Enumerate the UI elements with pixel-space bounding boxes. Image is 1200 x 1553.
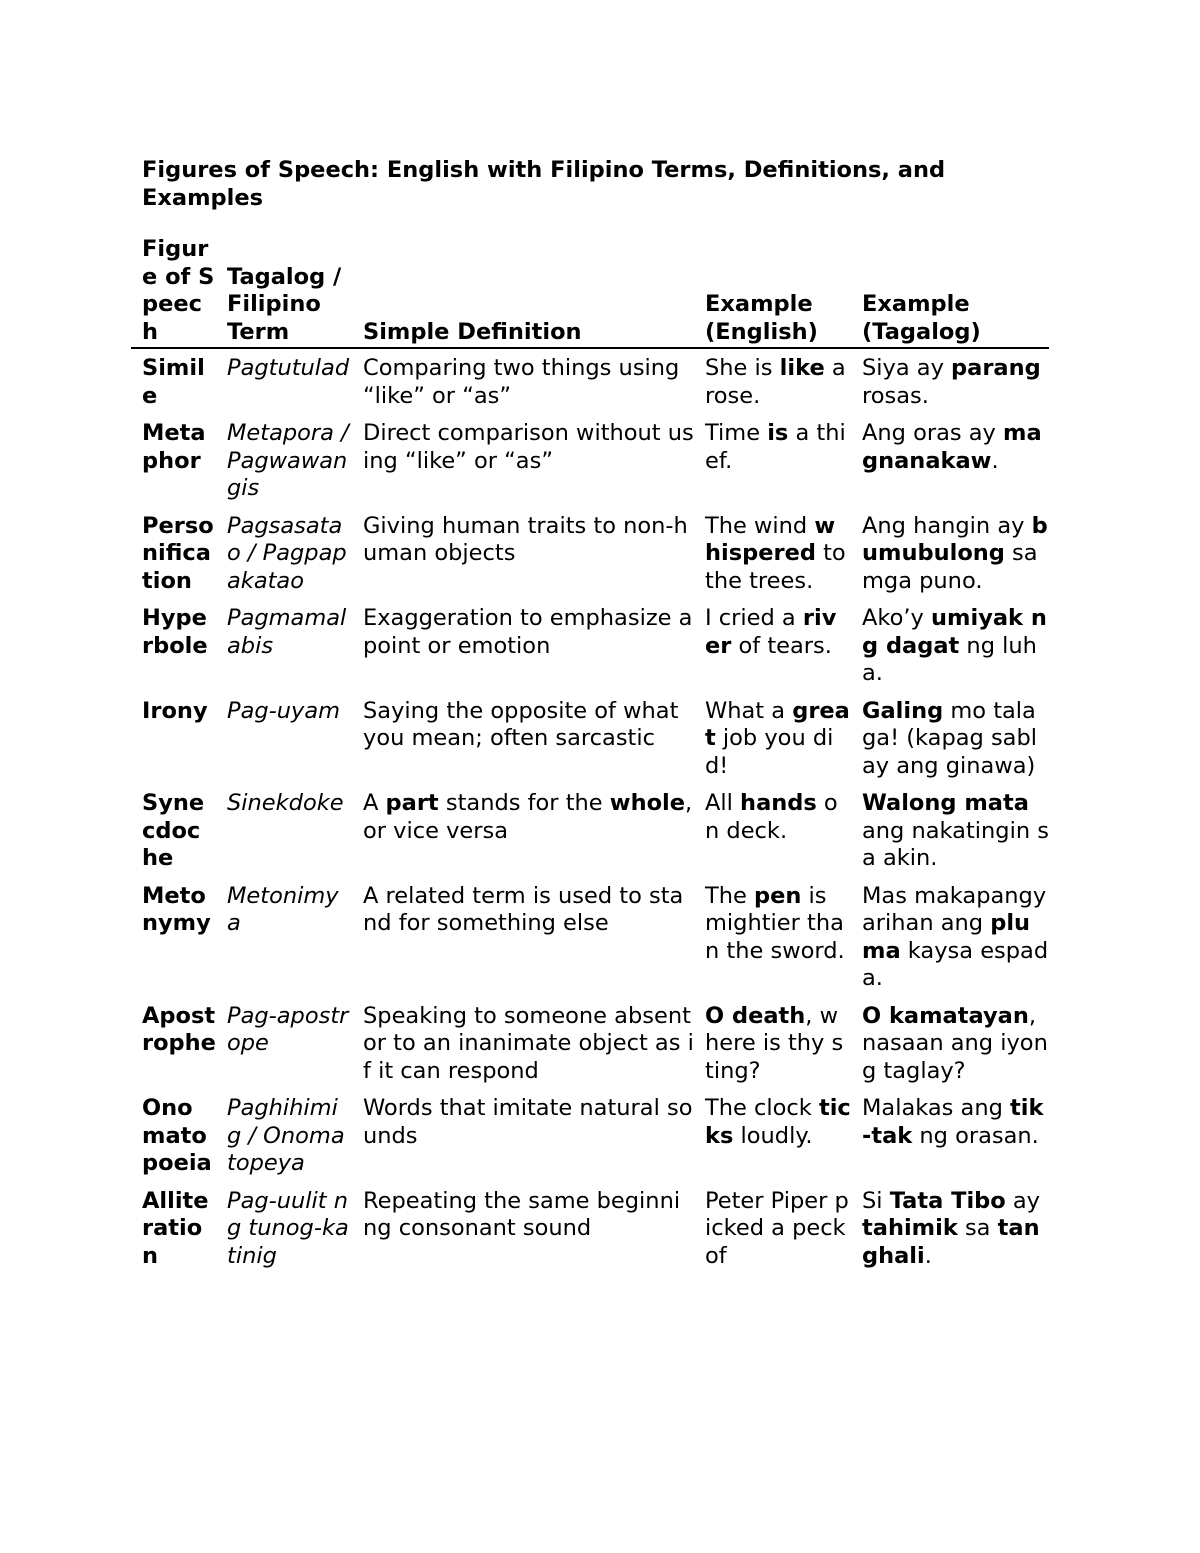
table-row	[131, 348, 1049, 416]
cell-tagalog-term: Pagsasatao / Pagpapakatao	[227, 512, 347, 594]
cell-tagalog-term: Metonimya	[227, 882, 339, 936]
bold-text: like	[779, 355, 825, 381]
cell-figure: Metonymy	[142, 882, 211, 936]
table-row	[131, 999, 1049, 1092]
header-example-english: Example (English)	[694, 236, 851, 348]
table-header-row	[131, 236, 1049, 348]
cell-example-english: I cried a river of tears.	[705, 605, 837, 659]
cell-example-tagalog: O kamatayan, nasaan ang iyong taglay?	[862, 1002, 1048, 1084]
cell-definition: Saying the opposite of what you mean; often sarcastic	[363, 697, 679, 751]
cell-figure: Irony	[142, 697, 208, 724]
bold-text: pluma	[862, 910, 1031, 964]
figures-of-speech-table	[131, 236, 1049, 1276]
cell-tagalog-term: Sinekdoke	[227, 790, 344, 816]
bold-text: O kamatayan	[862, 1002, 1029, 1029]
cell-figure: Apostrophe	[142, 1002, 216, 1056]
cell-example-tagalog: Ang oras ay magnanakaw.	[862, 420, 1042, 474]
cell-figure: Hyperbole	[142, 605, 208, 659]
cell-definition: A part stands for the whole, or vice versa	[363, 790, 693, 844]
cell-example-tagalog: Siya ay parang rosas.	[862, 355, 1041, 409]
bold-text: Galing	[862, 697, 944, 724]
document-title: Figures of Speech: English with Filipino Terms, Definitions, and Examples	[142, 157, 946, 211]
cell-example-tagalog: Malakas ang tik-tak ng orasan.	[862, 1095, 1044, 1149]
table-row	[131, 1184, 1049, 1277]
bold-text: umiyak ng dagat	[862, 605, 1047, 659]
cell-figure: Alliteration	[142, 1187, 209, 1269]
header-definition: Simple Definition	[352, 236, 694, 348]
cell-example-english: She is like a rose.	[705, 355, 846, 409]
table-row	[131, 509, 1049, 602]
header-tagalog: Tagalog / Filipino Term	[216, 236, 352, 348]
cell-definition: Exaggeration to emphasize a point or emotion	[363, 605, 693, 659]
cell-example-tagalog: Si Tata Tibo ay tahimik sa tanghali.	[862, 1187, 1040, 1269]
cell-figure: Synecdoche	[142, 790, 205, 871]
header-example-tagalog: Example (Tagalog)	[851, 236, 1049, 348]
cell-example-tagalog: Mas makapangyarihan ang pluma kaysa espada.	[862, 882, 1049, 991]
cell-example-english: O death, where is thy sting?	[705, 1002, 844, 1084]
bold-text: river	[705, 605, 837, 659]
bold-text: tik-tak	[862, 1095, 1044, 1149]
cell-tagalog-term: Pag-apostrope	[227, 1002, 349, 1056]
cell-definition: Comparing two things using “like” or “as”	[363, 355, 680, 409]
table-row	[131, 694, 1049, 787]
cell-definition: Repeating the same beginning consonant sound	[363, 1187, 681, 1241]
cell-tagalog-term: Pag-uulit ng tunog-katinig	[227, 1187, 349, 1269]
table-row	[131, 416, 1049, 509]
bold-text: whole	[609, 790, 686, 816]
cell-example-english: What a great job you did!	[705, 697, 850, 779]
cell-figure: Simile	[142, 355, 205, 409]
cell-definition: Giving human traits to non-human objects	[363, 512, 688, 566]
bold-text: whispered	[705, 512, 836, 566]
cell-example-tagalog: Galing mo talaga! (kapag sablay ang ginawa)	[862, 697, 1037, 779]
cell-figure: Onomatopoeia	[142, 1095, 212, 1176]
bold-text: is	[767, 420, 789, 446]
cell-definition: A related term is used to stand for something else	[363, 882, 684, 936]
bold-text: great	[705, 697, 850, 751]
table-row	[131, 786, 1049, 879]
cell-tagalog-term: Pag-uyam	[227, 697, 341, 724]
cell-example-english: Time is a thief.	[705, 420, 846, 474]
bold-text: hands	[740, 790, 817, 816]
cell-example-tagalog: Ako’y umiyak ng dagat ng luha.	[862, 605, 1047, 686]
cell-definition: Words that imitate natural sounds	[363, 1095, 693, 1149]
cell-definition: Direct comparison without using “like” or “as”	[363, 420, 694, 474]
table-row	[131, 1091, 1049, 1184]
table-body	[131, 348, 1049, 1276]
bold-text: bumubulong	[862, 512, 1048, 566]
cell-tagalog-term: Pagtutulad	[227, 355, 350, 381]
bold-text: ticks	[705, 1095, 851, 1149]
bold-text: magnanakaw	[862, 420, 1042, 474]
cell-example-tagalog: Walong mata ang nakatingin sa akin.	[862, 790, 1049, 871]
cell-tagalog-term: Paghihimig / Onomatopeya	[227, 1095, 345, 1176]
cell-tagalog-term: Metapora / Pagwawangis	[227, 420, 349, 501]
bold-text: tanghali	[862, 1215, 1040, 1269]
cell-tagalog-term: Pagmamalabis	[227, 605, 347, 659]
cell-figure: Metaphor	[142, 420, 206, 474]
bold-text: pen	[754, 882, 802, 909]
bold-text: Tata Tibo	[889, 1187, 1006, 1214]
cell-example-tagalog: Ang hangin ay bumubulong sa mga puno.	[862, 512, 1048, 594]
cell-example-english: The pen is mightier than the sword.	[705, 882, 845, 964]
bold-text: tahimik	[862, 1215, 958, 1241]
bold-text: O death	[705, 1002, 806, 1029]
cell-example-english: Peter Piper picked a peck of	[705, 1187, 849, 1269]
bold-text: Walong mata	[862, 790, 1029, 816]
table-row	[131, 879, 1049, 999]
cell-example-english: The wind whispered to the trees.	[705, 512, 846, 594]
cell-example-english: The clock ticks loudly.	[705, 1095, 851, 1149]
bold-text: parang	[951, 355, 1041, 381]
cell-figure: Personification	[142, 512, 214, 594]
header-figure: Figure of Speech	[131, 236, 216, 348]
cell-example-english: All hands on deck.	[705, 790, 838, 844]
bold-text: part	[385, 790, 439, 816]
table-row	[131, 601, 1049, 694]
cell-definition: Speaking to someone absent or to an inanimate object as if it can respond	[363, 1002, 694, 1084]
